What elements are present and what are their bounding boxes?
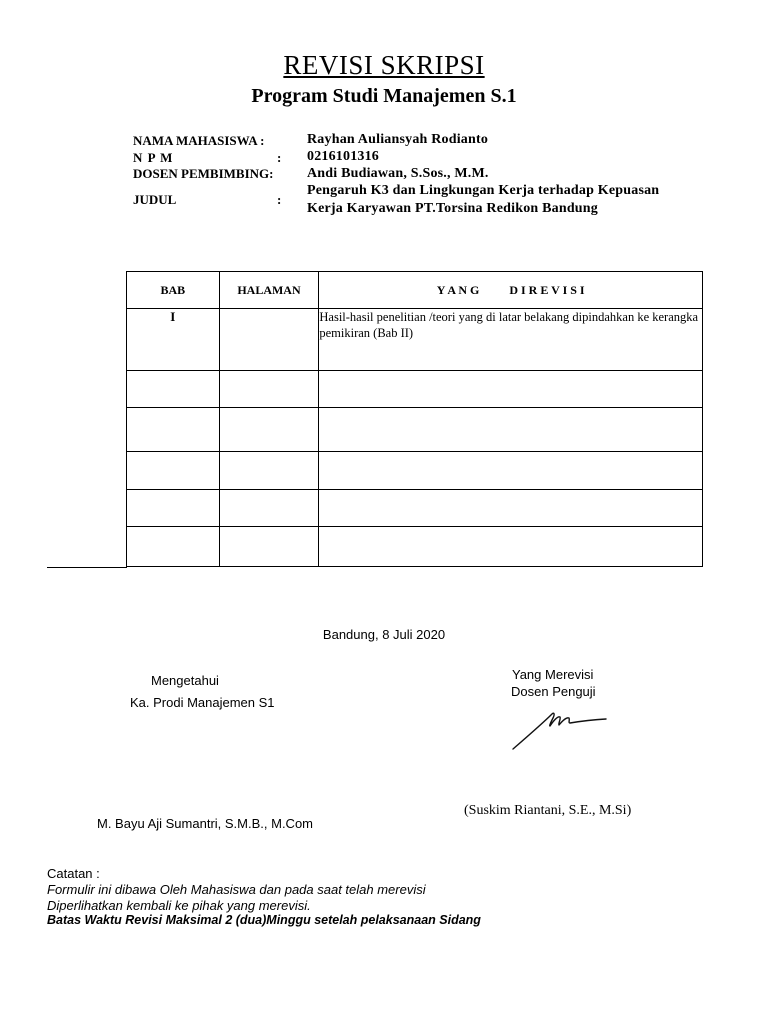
npm-value: 0216101316 <box>307 149 379 164</box>
nama-value: Rayhan Auliansyah Rodianto <box>307 132 489 147</box>
kaprodi-label: Ka. Prodi Manajemen S1 <box>130 695 275 710</box>
npm-colon: : <box>277 150 282 165</box>
header-bab: BAB <box>127 272 220 309</box>
kaprodi-name: M. Bayu Aji Sumantri, S.M.B., M.Com <box>97 816 313 831</box>
npm-label: N P M <box>133 150 174 165</box>
nama-label: NAMA MAHASISWA : <box>133 133 265 148</box>
table-header-row <box>127 272 703 309</box>
left-rule <box>47 567 127 568</box>
notes-line-3: Batas Waktu Revisi Maksimal 2 (dua)Minggu setelah pelaksanaan Sidang <box>47 913 481 927</box>
handwritten-signature <box>508 704 612 756</box>
notes-heading: Catatan : <box>47 866 100 881</box>
revision-table <box>126 271 703 567</box>
dosen-label: DOSEN PEMBIMBING: <box>133 166 274 181</box>
notes-line-1: Formulir ini dibawa Oleh Mahasiswa dan pada saat telah merevisi <box>47 882 426 897</box>
document-subtitle: Program Studi Manajemen S.1 <box>251 85 517 107</box>
header-yang-direvisi: Y A N G D I R E V I S I <box>319 272 703 309</box>
yang-merevisi-label: Yang Merevisi <box>512 667 594 682</box>
place-date: Bandung, 8 Juli 2020 <box>322 627 446 642</box>
judul-label: JUDUL <box>133 192 177 207</box>
judul-colon: : <box>277 192 282 207</box>
dosen-value: Andi Budiawan, S.Sos., M.M. <box>307 166 489 181</box>
header-halaman: HALAMAN <box>219 272 319 309</box>
table-row <box>127 452 703 490</box>
mengetahui-label: Mengetahui <box>151 673 219 688</box>
dosen-penguji-label: Dosen Penguji <box>511 684 596 699</box>
penguji-name: (Suskim Riantani, S.E., M.Si) <box>464 803 632 818</box>
judul-line-2: Kerja Karyawan PT.Torsina Redikon Bandung <box>307 201 598 216</box>
table-row <box>127 408 703 452</box>
row-revisi: Hasil-hasil penelitian /teori yang di latar belakang dipindahkan ke kerangka pemikiran (Bab II) <box>319 309 703 371</box>
row-bab: I <box>127 309 220 371</box>
table-row <box>127 490 703 527</box>
row-halaman <box>219 309 319 371</box>
notes-line-2: Diperlihatkan kembali ke pihak yang merevisi. <box>47 898 311 913</box>
judul-line-1: Pengaruh K3 dan Lingkungan Kerja terhadap Kepuasan <box>307 183 660 198</box>
table-row <box>127 527 703 567</box>
document-title: REVISI SKRIPSI <box>283 50 485 80</box>
table-row <box>127 309 703 371</box>
table-row <box>127 371 703 408</box>
